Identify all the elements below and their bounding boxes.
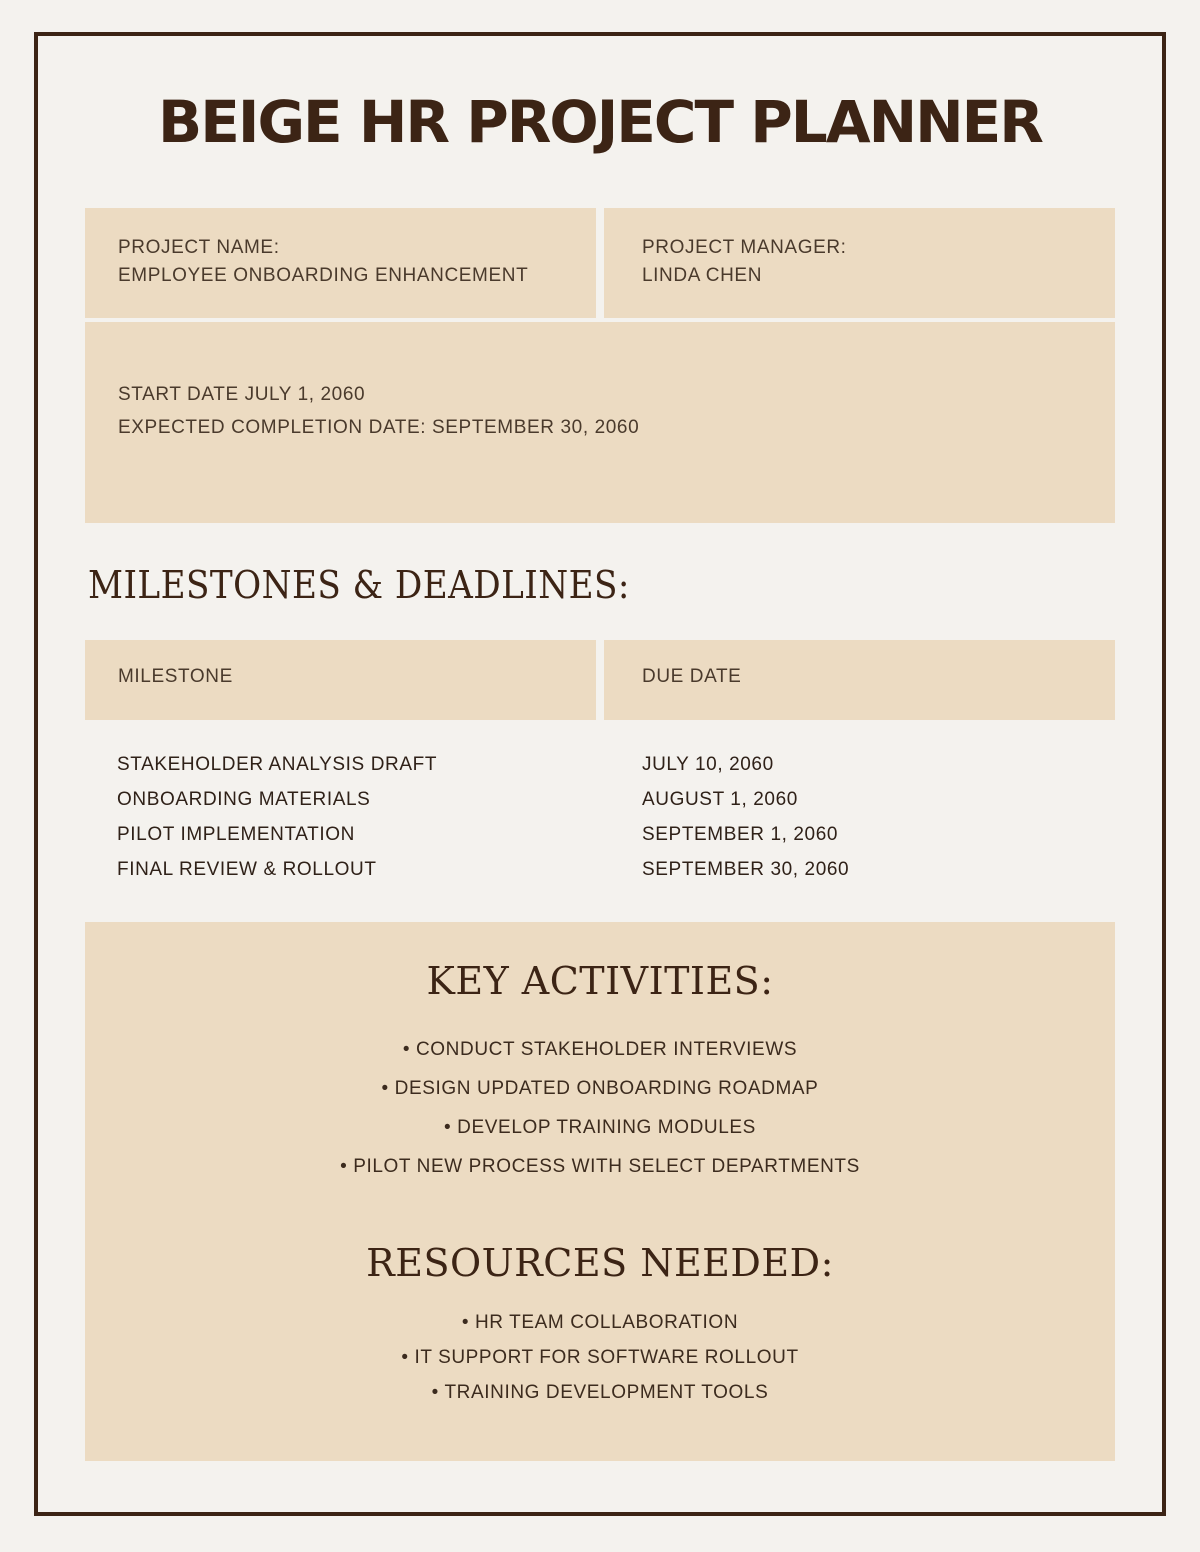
due-date-column-label: DUE DATE xyxy=(642,666,742,687)
milestone-row xyxy=(117,817,1117,852)
resource-item: • TRAINING DEVELOPMENT TOOLS xyxy=(431,1382,769,1403)
milestone-due-date: SEPTEMBER 1, 2060 xyxy=(642,823,839,845)
milestone-name: STAKEHOLDER ANALYSIS DRAFT xyxy=(117,753,438,775)
activity-item: • PILOT NEW PROCESS WITH SELECT DEPARTMENTS xyxy=(340,1156,860,1177)
key-activities-list xyxy=(85,1035,1115,1191)
project-name-value: EMPLOYEE ONBOARDING ENHANCEMENT xyxy=(118,265,529,286)
activity-item: • DESIGN UPDATED ONBOARDING ROADMAP xyxy=(381,1078,819,1099)
start-date: START DATE JULY 1, 2060 xyxy=(118,384,366,405)
milestone-due-date: SEPTEMBER 30, 2060 xyxy=(642,858,850,880)
milestone-due-date: JULY 10, 2060 xyxy=(642,753,774,775)
milestone-list xyxy=(117,747,1117,887)
milestone-row xyxy=(117,852,1117,887)
due-date-column-header xyxy=(604,640,1115,720)
milestone-row xyxy=(117,747,1117,782)
project-name-panel xyxy=(85,208,596,318)
milestone-name: PILOT IMPLEMENTATION xyxy=(117,823,355,845)
expected-completion-date: EXPECTED COMPLETION DATE: SEPTEMBER 30, 2060 xyxy=(118,417,640,438)
milestone-row xyxy=(117,782,1117,817)
resource-item: • IT SUPPORT FOR SOFTWARE ROLLOUT xyxy=(401,1347,799,1368)
project-manager-label: PROJECT MANAGER: xyxy=(642,237,847,258)
project-manager-value: LINDA CHEN xyxy=(642,265,763,286)
resources-list xyxy=(85,1308,1115,1413)
resources-heading: RESOURCES NEEDED: xyxy=(366,1241,834,1285)
activities-resources-panel xyxy=(85,922,1115,1461)
page-title: BEIGE HR PROJECT PLANNER xyxy=(158,88,1042,156)
resource-item: • HR TEAM COLLABORATION xyxy=(461,1312,739,1333)
milestones-heading: MILESTONES & DEADLINES: xyxy=(88,563,630,607)
project-name-label: PROJECT NAME: xyxy=(118,237,280,258)
project-manager-panel xyxy=(604,208,1115,318)
activity-item: • DEVELOP TRAINING MODULES xyxy=(444,1117,756,1138)
milestone-due-date: AUGUST 1, 2060 xyxy=(642,788,798,810)
key-activities-heading: KEY ACTIVITIES: xyxy=(426,959,774,1003)
milestone-name: ONBOARDING MATERIALS xyxy=(117,788,371,810)
milestone-column-label: MILESTONE xyxy=(118,666,233,687)
project-dates-panel xyxy=(85,322,1115,523)
activity-item: • CONDUCT STAKEHOLDER INTERVIEWS xyxy=(402,1039,798,1060)
milestone-column-header xyxy=(85,640,596,720)
milestone-name: FINAL REVIEW & ROLLOUT xyxy=(117,858,377,880)
